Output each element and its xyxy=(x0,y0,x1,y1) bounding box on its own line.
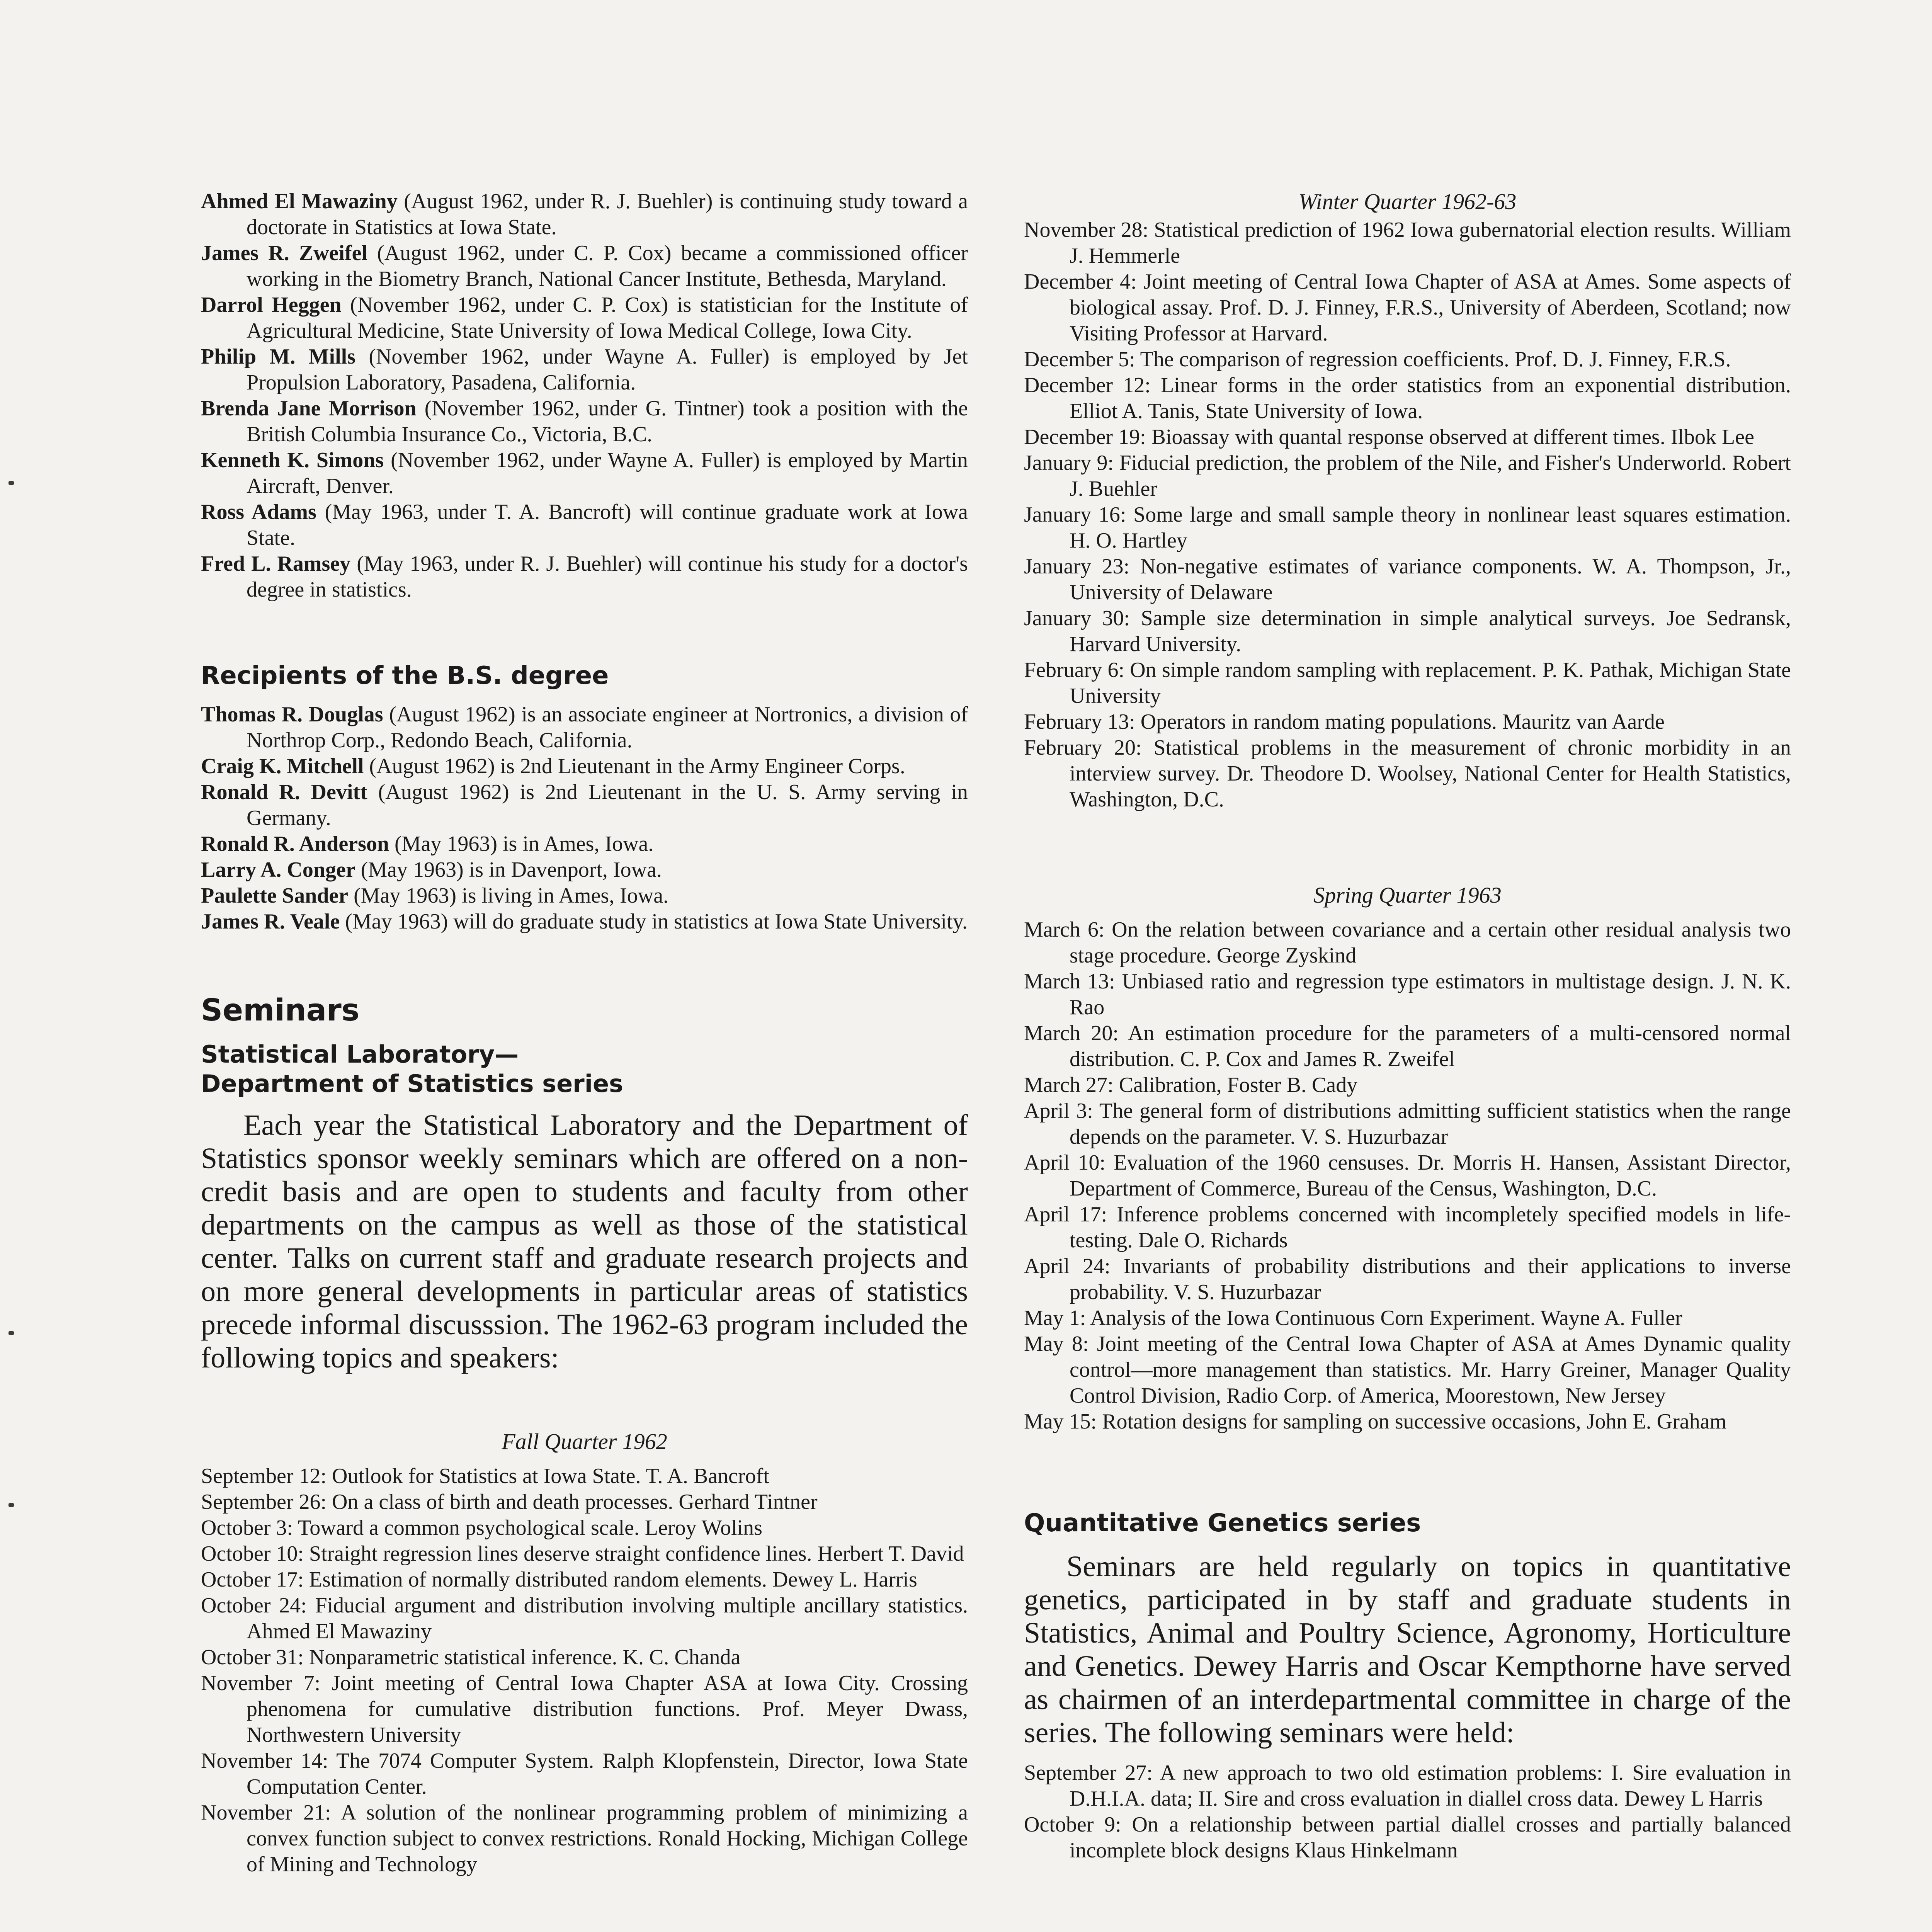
seminar-item: January 16: Some large and small sample theory in nonlinear least squares estimation. H. O. Hartley xyxy=(1024,503,1791,553)
spring-quarter-heading: Spring Quarter 1963 xyxy=(1313,883,1502,908)
recipient-entry: Thomas R. Douglas (August 1962) is an associate engineer at Nortronics, a division of Northrop Corp., Redondo Beach, California. xyxy=(201,702,968,752)
seminar-item: December 4: Joint meeting of Central Iowa Chapter of ASA at Ames. Some aspects of biological assay. Prof. D. J. Finney, F.R.S., University of Aberdeen, Scotland; now Visiting Professor at Harvard. xyxy=(1024,270,1791,345)
recipient-entry: Brenda Jane Morrison (November 1962, under G. Tintner) took a position with the British Columbia Insurance Co., Victoria, B.C. xyxy=(201,396,968,446)
seminar-item: February 20: Statistical problems in the measurement of chronic morbidity in an interview survey. Dr. Theodore D. Woolsey, National Center for Health Statistics, Washington, D.C. xyxy=(1024,736,1791,811)
seminar-item: October 24: Fiducial argument and distribution involving multiple ancillary statistics. Ahmed El Mawaziny xyxy=(201,1594,968,1643)
seminar-item: October 31: Nonparametric statistical inference. K. C. Chanda xyxy=(201,1645,741,1669)
quantitative-genetics-seminar-list xyxy=(1024,1760,1791,1864)
seminar-item: December 5: The comparison of regression coefficients. Prof. D. J. Finney, F.R.S. xyxy=(1024,347,1731,371)
recipient-entry: Ahmed El Mawaziny (August 1962, under R. J. Buehler) is continuing study toward a doctorate in Statistics at Iowa State. xyxy=(201,189,968,239)
seminar-item: November 7: Joint meeting of Central Iowa Chapter ASA at Iowa City. Crossing phenomena for cumulative distribution functions. Prof. Meyer Dwass, Northwestern University xyxy=(201,1671,968,1747)
binding-mark xyxy=(9,1331,14,1335)
quantitative-genetics-heading: Quantitative Genetics series xyxy=(1024,1509,1421,1537)
stat-lab-subheading: Department of Statistics series xyxy=(201,1070,623,1098)
masters-recipients-list xyxy=(201,189,968,603)
seminar-item: March 20: An estimation procedure for the parameters of a multi-censored normal distribution. C. P. Cox and James R. Zweifel xyxy=(1024,1021,1791,1071)
seminar-item: April 17: Inference problems concerned with incompletely specified models in life-testing. Dale O. Richards xyxy=(1024,1202,1791,1252)
stat-lab-heading: Statistical Laboratory— xyxy=(201,1040,519,1068)
seminar-item: September 27: A new approach to two old estimation problems: I. Sire evaluation in D.H.I.A. data; II. Sire and cross evaluation in diallel cross data. Dewey L Harris xyxy=(1024,1761,1791,1811)
quantitative-genetics-intro: Seminars are held regularly on topics in quantitative genetics, participated in by staff and graduate students in Statistics, Animal and Poultry Science, Agronomy, Horticulture and Genetics. Dewey Harris and Oscar Kempthorne have served as chairmen of an interdepartmental committee in charge of the series. The following seminars were held: xyxy=(1024,1550,1791,1749)
seminars-heading: Seminars xyxy=(201,993,360,1028)
spring-seminar-list xyxy=(1024,917,1791,1435)
bs-recipients-list xyxy=(201,702,968,935)
recipient-entry: Paulette Sander (May 1963) is living in Ames, Iowa. xyxy=(201,884,669,908)
left-column xyxy=(201,189,968,1878)
stat-lab-intro: Each year the Statistical Laboratory and the Department of Statistics sponsor weekly seminars which are offered on a non-credit basis and are open to students and faculty from other departments on the campus as well as those of the statistical center. Talks on current staff and graduate research projects and on more general developments in particular areas of statistics precede informal discusssion. The 1962-63 program included the following topics and speakers: xyxy=(201,1109,968,1374)
seminar-item: May 1: Analysis of the Iowa Continuous Corn Experiment. Wayne A. Fuller xyxy=(1024,1306,1682,1330)
recipient-entry: Darrol Heggen (November 1962, under C. P. Cox) is statistician for the Institute of Agricultural Medicine, State University of Iowa Medical College, Iowa City. xyxy=(201,293,968,343)
winter-seminar-list xyxy=(1024,217,1791,813)
recipient-entry: Kenneth K. Simons (November 1962, under Wayne A. Fuller) is employed by Martin Aircraft, Denver. xyxy=(201,448,968,498)
seminar-item: January 30: Sample size determination in simple analytical surveys. Joe Sedransk, Harvard University. xyxy=(1024,606,1791,656)
seminar-item: September 26: On a class of birth and death processes. Gerhard Tintner xyxy=(201,1490,818,1514)
seminar-item: March 27: Calibration, Foster B. Cady xyxy=(1024,1073,1358,1097)
seminar-item: May 8: Joint meeting of the Central Iowa Chapter of ASA at Ames Dynamic quality control—more management than statistics. Mr. Harry Greiner, Manager Quality Control Division, Radio Corp. of America, Moorestown, New Jersey xyxy=(1024,1332,1791,1408)
recipient-entry: Philip M. Mills (November 1962, under Wayne A. Fuller) is employed by Jet Propulsion Laboratory, Pasadena, California. xyxy=(201,345,968,395)
seminar-item: April 10: Evaluation of the 1960 censuses. Dr. Morris H. Hansen, Assistant Director, Department of Commerce, Bureau of the Census, Washington, D.C. xyxy=(1024,1151,1791,1201)
recipient-entry: James R. Zweifel (August 1962, under C. P. Cox) became a commissioned officer working in the Biometry Branch, National Cancer Institute, Bethesda, Maryland. xyxy=(201,241,968,291)
binding-mark xyxy=(9,1503,14,1507)
seminar-item: September 12: Outlook for Statistics at Iowa State. T. A. Bancroft xyxy=(201,1464,769,1488)
seminar-item: April 3: The general form of distributions admitting sufficient statistics when the range depends on the parameter. V. S. Huzurbazar xyxy=(1024,1099,1791,1149)
right-column xyxy=(1024,189,1791,1864)
recipient-entry: Craig K. Mitchell (August 1962) is 2nd Lieutenant in the Army Engineer Corps. xyxy=(201,754,905,778)
seminar-item: October 9: On a relationship between partial diallel crosses and partially balanced incomplete block designs Klaus Hinkelmann xyxy=(1024,1813,1791,1862)
bs-degree-heading: Recipients of the B.S. degree xyxy=(201,662,609,690)
seminar-item: February 6: On simple random sampling with replacement. P. K. Pathak, Michigan State University xyxy=(1024,658,1791,708)
seminar-item: December 19: Bioassay with quantal response observed at different times. Ilbok Lee xyxy=(1024,425,1754,449)
seminar-item: January 23: Non-negative estimates of variance components. W. A. Thompson, Jr., University of Delaware xyxy=(1024,554,1791,604)
seminar-item: December 12: Linear forms in the order statistics from an exponential distribution. Elliot A. Tanis, State University of Iowa. xyxy=(1024,373,1791,423)
recipient-entry: Ross Adams (May 1963, under T. A. Bancroft) will continue graduate work at Iowa State. xyxy=(201,500,968,550)
recipient-entry: Larry A. Conger (May 1963) is in Davenport, Iowa. xyxy=(201,858,662,882)
seminar-item: November 21: A solution of the nonlinear programming problem of minimizing a convex function subject to convex restrictions. Ronald Hocking, Michigan College of Mining and Technology xyxy=(201,1801,968,1876)
fall-quarter-heading: Fall Quarter 1962 xyxy=(502,1429,667,1454)
seminar-item: February 13: Operators in random mating populations. Mauritz van Aarde xyxy=(1024,710,1665,734)
fall-seminar-list xyxy=(201,1463,968,1878)
seminar-item: January 9: Fiducial prediction, the problem of the Nile, and Fisher's Underworld. Robert J. Buehler xyxy=(1024,451,1791,501)
seminar-item: March 13: Unbiased ratio and regression type estimators in multistage design. J. N. K. Rao xyxy=(1024,969,1791,1019)
seminar-item: May 15: Rotation designs for sampling on successive occasions, John E. Graham xyxy=(1024,1410,1727,1434)
seminar-item: October 17: Estimation of normally distributed random elements. Dewey L. Harris xyxy=(201,1568,917,1592)
recipient-entry: Ronald R. Anderson (May 1963) is in Ames, Iowa. xyxy=(201,832,654,856)
recipient-entry: Ronald R. Devitt (August 1962) is 2nd Lieutenant in the U. S. Army serving in Germany. xyxy=(201,780,968,830)
seminar-item: April 24: Invariants of probability distributions and their applications to inverse probability. V. S. Huzurbazar xyxy=(1024,1254,1791,1304)
seminar-item: November 28: Statistical prediction of 1962 Iowa gubernatorial election results. William J. Hemmerle xyxy=(1024,218,1791,268)
seminar-item: October 3: Toward a common psychological scale. Leroy Wolins xyxy=(201,1516,762,1540)
seminar-item: March 6: On the relation between covariance and a certain other residual analysis two stage procedure. George Zyskind xyxy=(1024,918,1791,968)
recipient-entry: James R. Veale (May 1963) will do graduate study in statistics at Iowa State University. xyxy=(201,910,968,934)
winter-quarter-heading: Winter Quarter 1962-63 xyxy=(1298,189,1517,214)
seminar-item: October 10: Straight regression lines deserve straight confidence lines. Herbert T. David xyxy=(201,1542,964,1566)
seminar-item: November 14: The 7074 Computer System. Ralph Klopfenstein, Director, Iowa State Computation Center. xyxy=(201,1749,968,1799)
recipient-entry: Fred L. Ramsey (May 1963, under R. J. Buehler) will continue his study for a doctor's degree in statistics. xyxy=(201,552,968,602)
binding-mark xyxy=(9,481,14,485)
